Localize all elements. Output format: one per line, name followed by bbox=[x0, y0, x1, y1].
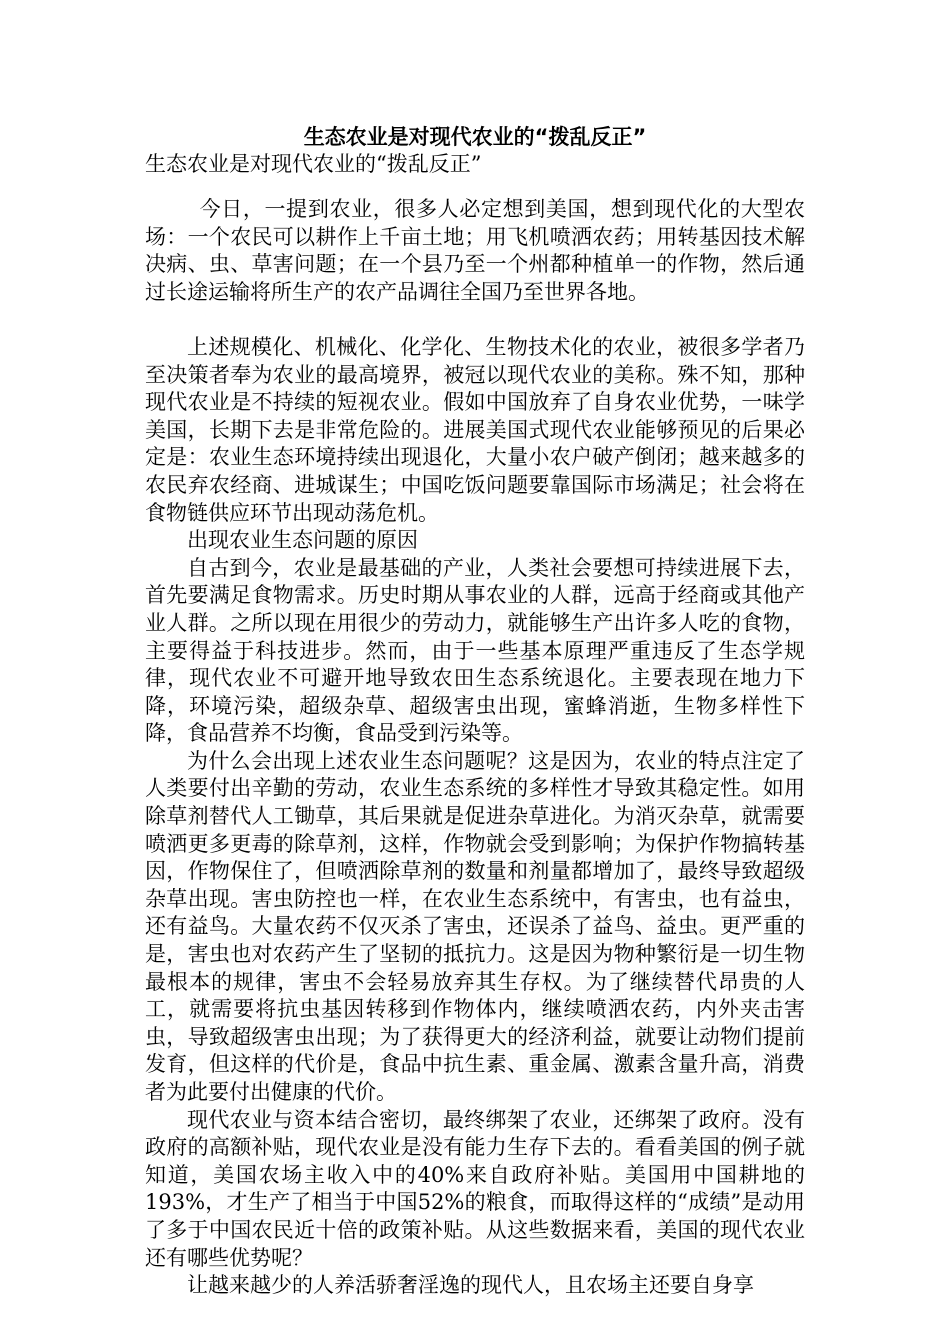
paragraph: 今日，一提到农业，很多人必定想到美国，想到现代化的大型农场：一个农民可以耕作上千亩土地；用飞机喷洒农药；用转基因技术解决病、虫、草害问题；在一个县乃至一个州都种植单一的作物，然后通过长途运输将所生产的农产品调往全国乃至世界各地。 bbox=[145, 197, 805, 304]
paragraph: 上述规模化、机械化、化学化、生物技术化的农业，被很多学者乃至决策者奉为农业的最高境界，被冠以现代农业的美称。殊不知，那种现代农业是不持续的短视农业。假如中国放弃了自身农业优势，一味学美国，长期下去是非常危险的。进展美国式现代农业能够预见的后果必定是：农业生态环境持续出现退化，大量小农户破产倒闭；越来越多的农民弃农经商、进城谋生；中国吃饭问题要靠国际市场满足；社会将在食物链供应环节出现动荡危机。 bbox=[145, 334, 805, 525]
document-title: 生态农业是对现代农业的“拨乱反正” bbox=[303, 125, 647, 149]
section-heading: 出现农业生态问题的原因 bbox=[187, 528, 418, 553]
paragraph: 为什么会出现上述农业生态问题呢？这是因为，农业的特点注定了人类要付出辛勤的劳动，农业生态系统的多样性才导致其稳定性。如用除草剂替代人工锄草，其后果就是促进杂草进化。为消灭杂草，就需要喷洒更多更毒的除草剂，这样，作物就会受到影响；为保护作物搞转基因，作物保住了，但喷洒除草剂的数量和剂量都增加了，最终导致超级杂草出现。害虫防控也一样，在农业生态系统中，有害虫，也有益虫，还有益鸟。大量农药不仅灭杀了害虫，还误杀了益鸟、益虫。更严重的是，害虫也对农药产生了坚韧的抵抗力。这是因为物种繁衍是一切生物最根本的规律，害虫不会轻易放弃其生存权。为了继续替代昂贵的人工，就需要将抗虫基因转移到作物体内，继续喷洒农药，内外夹击害虫，导致超级害虫出现；为了获得更大的经济利益，就要让动物们提前发育，但这样的代价是，食品中抗生素、重金属、激素含量升高，消费者为此要付出健康的代价。 bbox=[145, 748, 805, 1104]
document-body bbox=[145, 196, 805, 1300]
paragraph: 让越来越少的人养活骄奢淫逸的现代人，且农场主还要自身享 bbox=[187, 1273, 754, 1298]
document-subtitle: 生态农业是对现代农业的“拨乱反正” bbox=[145, 152, 482, 176]
paragraph: 自古到今，农业是最基础的产业，人类社会要想可持续进展下去，首先要满足食物需求。历史时期从事农业的人群，远高于经商或其他产业人群。之所以现在用很少的劳动力，就能够生产出许多人吃的食物，主要得益于科技进步。然而，由于一些基本原理严重违反了生态学规律，现代农业不可避开地导致农田生态系统退化。主要表现在地力下降，环境污染，超级杂草、超级害虫出现，蜜蜂消逝，生物多样性下降，食品营养不均衡，食品受到污染等。 bbox=[145, 555, 805, 746]
paragraph: 现代农业与资本结合密切，最终绑架了农业，还绑架了政府。没有政府的高额补贴，现代农业是没有能力生存下去的。看看美国的例子就知道，美国农场主收入中的40%来自政府补贴。美国用中国耕地的193%，才生产了相当于中国52%的粮食，而取得这样的“成绩”是动用了多于中国农民近十倍的政策补贴。从这些数据来看，美国的现代农业还有哪些优势呢？ bbox=[145, 1107, 805, 1270]
